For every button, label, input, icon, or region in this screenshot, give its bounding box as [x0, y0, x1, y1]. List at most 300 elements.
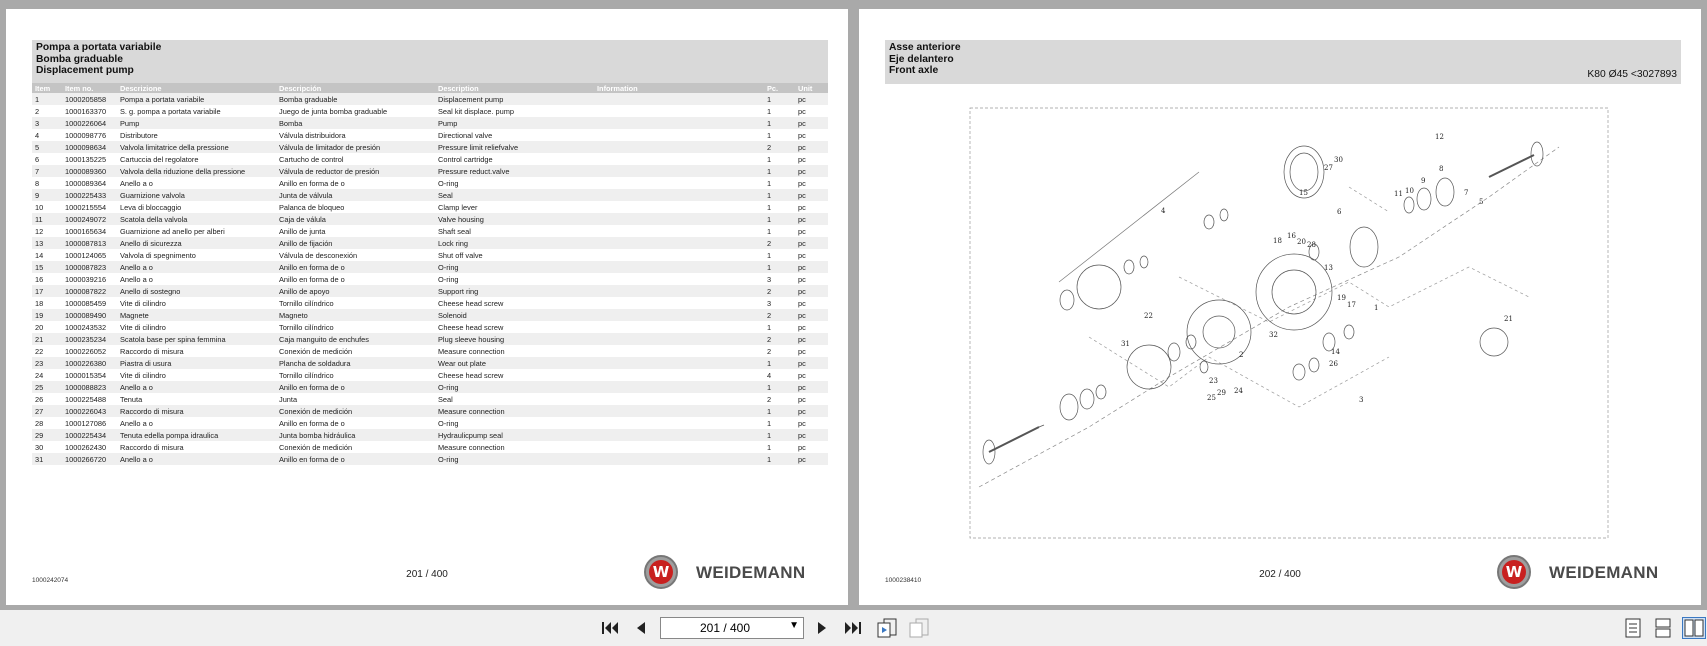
table-cell: Anillo de junta [279, 226, 326, 236]
table-cell: 6 [35, 154, 40, 164]
table-cell: 1 [764, 453, 795, 465]
weidemann-logo-icon [1497, 555, 1531, 589]
first-page-button[interactable] [599, 617, 621, 639]
table-cell: 1 [764, 117, 795, 129]
table-cell: Seal kit displace. pump [438, 106, 514, 116]
table-cell: Tenuta edella pompa idraulica [117, 429, 276, 441]
table-body [32, 93, 828, 465]
table-cell: pc [798, 274, 806, 284]
table-cell: Anillo en forma de o [276, 381, 435, 393]
table-cell: Anello a o [120, 274, 153, 284]
table-row [32, 129, 828, 141]
continuous-view-button[interactable] [1652, 617, 1674, 639]
table-cell: Válvula distribuidora [279, 130, 346, 140]
svg-text:4: 4 [1161, 207, 1166, 215]
chevron-down-icon[interactable]: ▼ [789, 620, 799, 631]
table-cell: pc [795, 189, 828, 201]
table-cell: Measure connection [438, 346, 505, 356]
table-cell: Control cartridge [438, 154, 493, 164]
table-cell: Magnete [117, 309, 276, 321]
table-cell [594, 261, 764, 273]
table-cell: Pump [117, 117, 276, 129]
table-cell: 12 [35, 226, 44, 236]
table-row [32, 381, 828, 393]
table-cell [594, 93, 764, 105]
table-cell: 3 [767, 274, 772, 284]
table-cell: pc [798, 370, 806, 380]
table-cell [594, 441, 764, 453]
svg-text:19: 19 [1337, 294, 1346, 302]
title-spanish: Eje delantero [889, 53, 954, 65]
table-cell: 1000225433 [62, 189, 117, 201]
svg-text:13: 13 [1324, 264, 1333, 272]
table-cell: 1 [767, 226, 772, 236]
table-cell [594, 129, 764, 141]
svg-text:32: 32 [1269, 331, 1278, 339]
document-number: 1000242074 [32, 577, 69, 584]
next-page-icon [816, 620, 828, 636]
table-cell [594, 213, 764, 225]
table-cell: Measure connection [438, 442, 505, 452]
table-cell: 1 [767, 178, 772, 188]
table-row [32, 261, 828, 273]
table-cell: 1000127086 [65, 418, 107, 428]
table-cell: 1 [767, 250, 772, 260]
title-english: Front axle [889, 65, 939, 77]
table-cell: 20 [35, 322, 44, 332]
table-cell: Plug sleeve housing [435, 333, 594, 345]
title-italian: Asse anteriore [889, 42, 961, 53]
table-cell [594, 105, 764, 117]
svg-text:16: 16 [1287, 232, 1296, 240]
forward-view-icon [908, 618, 930, 638]
table-cell: pc [795, 117, 828, 129]
model-code: K80 Ø45 <3027893 [1587, 69, 1677, 80]
table-cell [594, 417, 764, 429]
table-cell: pc [798, 130, 806, 140]
table-row [32, 225, 828, 237]
table-cell [594, 345, 764, 357]
column-header: Item no. [62, 83, 117, 93]
table-cell [594, 153, 764, 165]
table-cell: 27 [32, 405, 62, 417]
column-header: Pc. [764, 83, 795, 93]
svg-text:12: 12 [1435, 133, 1444, 141]
table-cell: Anillo en forma de o [276, 453, 435, 465]
title-spanish: Bomba graduable [36, 53, 123, 65]
svg-text:22: 22 [1144, 312, 1153, 320]
table-cell: Anello di sicurezza [117, 237, 276, 249]
column-header: Descrizione [117, 83, 276, 93]
table-cell: Valvola limitatrice della pressione [117, 141, 276, 153]
svg-text:7: 7 [1464, 189, 1469, 197]
table-cell: pc [795, 381, 828, 393]
table-cell: O-ring [438, 274, 459, 284]
table-cell: 1 [764, 93, 795, 105]
last-page-button[interactable] [842, 617, 864, 639]
two-page-view-button[interactable] [1682, 617, 1706, 639]
table-cell: Support ring [435, 285, 594, 297]
first-page-icon [601, 620, 619, 636]
table-cell [594, 309, 764, 321]
table-cell: Displacement pump [435, 93, 594, 105]
table-cell: 1 [767, 202, 772, 212]
table-cell: Bomba graduable [276, 93, 435, 105]
svg-text:25: 25 [1207, 394, 1216, 402]
brand-wordmark: WEIDEMANN [696, 563, 806, 582]
table-row [32, 441, 828, 453]
table-cell: pc [798, 250, 806, 260]
table-cell: 1000135225 [65, 154, 107, 164]
table-cell: Junta de válvula [276, 189, 435, 201]
table-cell: pc [795, 333, 828, 345]
table-cell: 1 [767, 322, 772, 332]
table-cell: 1000089490 [62, 309, 117, 321]
table-cell: Caja manguito de enchufes [276, 333, 435, 345]
table-cell [594, 393, 764, 405]
table-cell: Cheese head screw [438, 322, 504, 332]
table-cell: 1000249072 [62, 213, 117, 225]
table-cell: 1000039216 [65, 274, 107, 284]
table-cell: Piastra di usura [117, 357, 276, 369]
previous-page-button[interactable] [632, 617, 650, 639]
table-cell: Válvula de reductor de presión [276, 165, 435, 177]
column-header: Descripción [276, 83, 435, 93]
table-cell: 1000087822 [62, 285, 117, 297]
table-row [32, 213, 828, 225]
table-cell [594, 297, 764, 309]
table-cell: Tenuta [120, 394, 143, 404]
table-cell: 1 [764, 381, 795, 393]
table-cell [594, 117, 764, 129]
table-cell: 29 [32, 429, 62, 441]
table-cell: pc [795, 237, 828, 249]
table-cell: Anello a o [120, 418, 153, 428]
single-page-icon [1625, 618, 1641, 638]
table-cell: pc [795, 453, 828, 465]
table-cell [594, 357, 764, 369]
table-cell: 1 [764, 429, 795, 441]
svg-text:8: 8 [1439, 165, 1444, 173]
page-header-band [885, 40, 1681, 84]
table-cell: pc [798, 298, 806, 308]
exploded-view-page [859, 9, 1701, 605]
table-cell: pc [798, 322, 806, 332]
table-cell: 5 [32, 141, 62, 153]
table-cell: 1000226043 [62, 405, 117, 417]
table-cell: Válvula de limitador de presión [276, 141, 435, 153]
table-cell [594, 189, 764, 201]
table-cell: Anillo en forma de o [276, 261, 435, 273]
table-cell: Conexión de medición [279, 442, 353, 452]
table-cell: O-ring [438, 178, 459, 188]
table-cell: 1000098776 [65, 130, 107, 140]
document-number: 1000238410 [885, 577, 922, 584]
table-cell: 22 [35, 346, 44, 356]
table-row [32, 429, 828, 441]
table-row [32, 105, 828, 117]
column-header: Unit [795, 83, 828, 93]
table-cell: 3 [32, 117, 62, 129]
table-cell: Cartucho de control [279, 154, 344, 164]
table-cell: Pump [435, 117, 594, 129]
table-row [32, 237, 828, 249]
axis-line [979, 147, 1559, 487]
table-cell: Anillo en forma de o [279, 274, 345, 284]
table-cell: pc [798, 202, 806, 212]
table-cell: 11 [32, 213, 62, 225]
table-row [32, 153, 828, 165]
svg-text:28: 28 [1307, 241, 1316, 249]
table-cell: Conexión de medición [276, 405, 435, 417]
svg-text:18: 18 [1273, 237, 1282, 245]
axle-shaft-left [983, 425, 1044, 464]
table-cell: pc [795, 405, 828, 417]
table-cell: pc [798, 394, 806, 404]
table-cell: Magneto [276, 309, 435, 321]
table-cell: 1 [767, 106, 772, 116]
table-cell: 13 [32, 237, 62, 249]
table-cell: 26 [35, 394, 44, 404]
table-cell: 1000243532 [65, 322, 107, 332]
table-cell: Juego de junta bomba graduable [279, 106, 388, 116]
table-row [32, 201, 828, 213]
svg-text:11: 11 [1394, 190, 1403, 198]
table-cell [594, 249, 764, 261]
table-cell: 14 [35, 250, 44, 260]
table-cell: Scatola della valvola [117, 213, 276, 225]
next-page-button[interactable] [813, 617, 831, 639]
page-number-input[interactable] [660, 617, 804, 639]
table-cell: 1000087813 [62, 237, 117, 249]
table-cell: Pressure limit reliefvalve [435, 141, 594, 153]
back-view-button[interactable] [875, 617, 899, 639]
table-row [32, 141, 828, 153]
table-cell: 1000087823 [62, 261, 117, 273]
table-cell [594, 453, 764, 465]
table-cell: 8 [35, 178, 40, 188]
table-cell: Anello a o [117, 261, 276, 273]
table-cell: 1 [767, 154, 772, 164]
table-cell: pc [795, 357, 828, 369]
table-cell: Clamp lever [438, 202, 478, 212]
table-cell: Seal [435, 189, 594, 201]
svg-text:26: 26 [1329, 360, 1338, 368]
table-cell: 1 [767, 418, 772, 428]
table-cell: Wear out plate [435, 357, 594, 369]
seals-and-rings [1060, 209, 1508, 420]
table-cell: 31 [32, 453, 62, 465]
table-row [32, 297, 828, 309]
table-cell [594, 141, 764, 153]
table-cell: Raccordo di misura [120, 442, 184, 452]
front-axle-exploded-diagram [969, 107, 1609, 539]
table-cell: 4 [35, 130, 40, 140]
table-cell: Cheese head screw [438, 298, 504, 308]
table-row [32, 417, 828, 429]
table-cell: 1000098634 [62, 141, 117, 153]
table-cell: Anillo de apoyo [276, 285, 435, 297]
table-cell: Leva di bloccaggio [120, 202, 182, 212]
table-cell: 1000235234 [62, 333, 117, 345]
two-page-icon [1684, 619, 1704, 637]
single-page-view-button[interactable] [1622, 617, 1644, 639]
table-cell: Pompa a portata variabile [117, 93, 276, 105]
svg-text:31: 31 [1121, 340, 1130, 348]
table-row [32, 345, 828, 357]
table-row [32, 369, 828, 381]
table-cell: O-ring [435, 261, 594, 273]
column-header: Information [594, 83, 764, 93]
table-cell: Bomba [276, 117, 435, 129]
page-number-value: 201 / 400 [699, 621, 751, 635]
table-cell: O-ring [438, 418, 459, 428]
table-cell: 1 [764, 189, 795, 201]
table-cell: Anillo en forma de o [279, 178, 345, 188]
table-cell: pc [795, 165, 828, 177]
table-cell: Valve housing [435, 213, 594, 225]
svg-text:3: 3 [1359, 396, 1364, 404]
table-cell: Vite di cilindro [120, 322, 166, 332]
table-cell [594, 165, 764, 177]
table-cell: 1 [767, 130, 772, 140]
table-cell: 2 [764, 285, 795, 297]
table-cell: Tornillo cilíndrico [279, 370, 334, 380]
table-cell: 18 [35, 298, 44, 308]
svg-text:29: 29 [1217, 389, 1226, 397]
table-cell: pc [798, 154, 806, 164]
table-cell [594, 321, 764, 333]
table-cell: 2 [767, 346, 772, 356]
table-row [32, 189, 828, 201]
table-cell [594, 273, 764, 285]
table-cell: pc [795, 429, 828, 441]
table-cell: 21 [32, 333, 62, 345]
table-cell: 1 [764, 405, 795, 417]
table-header-row [32, 83, 828, 93]
viewer-toolbar [0, 610, 1707, 646]
table-cell: 1 [764, 165, 795, 177]
parts-table [32, 83, 828, 465]
table-cell [594, 237, 764, 249]
table-cell: Vite di cilindro [120, 298, 166, 308]
table-cell [594, 225, 764, 237]
table-cell: Junta [279, 394, 298, 404]
table-cell: 1000225434 [62, 429, 117, 441]
table-cell: 2 [767, 394, 772, 404]
table-cell: Anello di sostegno [117, 285, 276, 297]
table-cell: 1000165634 [65, 226, 107, 236]
back-view-icon [876, 618, 898, 638]
forward-view-button[interactable] [907, 617, 931, 639]
table-cell: 16 [35, 274, 44, 284]
table-row [32, 309, 828, 321]
table-row [32, 177, 828, 189]
svg-text:15: 15 [1299, 189, 1308, 197]
table-cell: 1000089360 [62, 165, 117, 177]
table-cell: 4 [767, 370, 772, 380]
table-cell: pc [795, 93, 828, 105]
svg-text:1: 1 [1374, 304, 1379, 312]
table-cell: Directional valve [438, 130, 493, 140]
table-cell: 1 [764, 213, 795, 225]
table-cell: Válvula de desconexión [279, 250, 358, 260]
table-row [32, 93, 828, 105]
table-row [32, 453, 828, 465]
last-page-icon [844, 620, 862, 636]
title-english: Displacement pump [36, 65, 134, 77]
weidemann-logo [1497, 553, 1687, 593]
table-row [32, 165, 828, 177]
table-cell [594, 333, 764, 345]
table-cell: Distributore [120, 130, 158, 140]
brand-wordmark: WEIDEMANN [1549, 563, 1659, 582]
table-cell: 1000215554 [65, 202, 107, 212]
table-cell: 19 [32, 309, 62, 321]
table-cell: Cheese head screw [438, 370, 504, 380]
table-cell: Seal [438, 394, 453, 404]
table-cell: 25 [32, 381, 62, 393]
page-number: 202 / 400 [1259, 569, 1301, 580]
svg-text:9: 9 [1421, 177, 1426, 185]
table-cell: Valvola della riduzione della pressione [117, 165, 276, 177]
table-cell: pc [795, 285, 828, 297]
table-cell: Lock ring [435, 237, 594, 249]
table-cell [594, 369, 764, 381]
table-row [32, 333, 828, 345]
table-cell: 1000088823 [62, 381, 117, 393]
table-cell: pc [798, 418, 806, 428]
table-cell: pc [798, 178, 806, 188]
logo-letter: W [1505, 563, 1523, 581]
table-cell: 23 [32, 357, 62, 369]
table-cell: 1 [764, 357, 795, 369]
svg-text:27: 27 [1324, 164, 1333, 172]
table-cell: pc [798, 346, 806, 356]
table-cell: 2 [764, 237, 795, 249]
table-row [32, 117, 828, 129]
prev-page-icon [635, 620, 647, 636]
table-row [32, 273, 828, 285]
table-cell: 1 [764, 261, 795, 273]
column-header: Description [435, 83, 594, 93]
weidemann-logo [644, 553, 834, 593]
table-cell: Plancha de soldadura [276, 357, 435, 369]
table-cell: O-ring [435, 381, 594, 393]
table-cell: 1000226052 [65, 346, 107, 356]
table-cell: Anello a o [117, 381, 276, 393]
table-cell: 3 [767, 298, 772, 308]
parts-list-page [6, 9, 848, 605]
table-row [32, 357, 828, 369]
table-cell: 1000015354 [65, 370, 107, 380]
table-row [32, 285, 828, 297]
table-cell: Anello a o [117, 453, 276, 465]
table-cell: 1000089364 [65, 178, 107, 188]
table-cell: pc [798, 442, 806, 452]
table-cell: pc [795, 261, 828, 273]
axle-shaft-right [1489, 142, 1543, 177]
svg-text:14: 14 [1331, 348, 1340, 356]
svg-text:20: 20 [1297, 238, 1306, 246]
table-cell: Anello a o [120, 178, 153, 188]
table-cell: pc [795, 309, 828, 321]
table-cell: Shaft seal [438, 226, 471, 236]
table-cell: 24 [35, 370, 44, 380]
table-cell [594, 405, 764, 417]
table-cell: 9 [32, 189, 62, 201]
table-cell: Solenoid [435, 309, 594, 321]
